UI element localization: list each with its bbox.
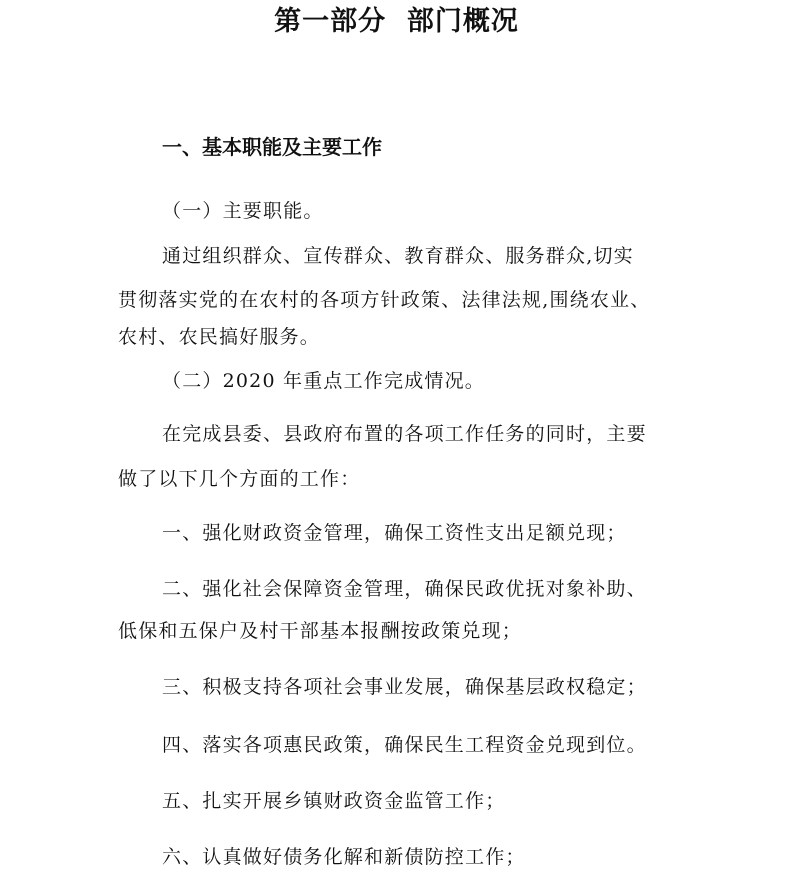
subheading-work-completion: （二）2020 年重点工作完成情况。 — [162, 370, 485, 392]
list-item: 二、强化社会保障资金管理，确保民政优抚对象补助、 — [162, 578, 647, 600]
subheading-main-functions: （一）主要职能。 — [162, 200, 324, 222]
list-item: 四、落实各项惠民政策，确保民生工程资金兑现到位。 — [162, 734, 647, 756]
list-item: 三、积极支持各项社会事业发展，确保基层政权稳定； — [162, 676, 647, 698]
list-item: 一、强化财政资金管理，确保工资性支出足额兑现； — [162, 522, 627, 544]
list-item: 六、认真做好债务化解和新债防控工作； — [162, 846, 526, 868]
paragraph-line: 通过组织群众、宣传群众、教育群众、服务群众,切实 — [162, 245, 634, 267]
paragraph-line: 在完成县委、县政府布置的各项工作任务的同时，主要 — [162, 423, 647, 445]
paragraph-line: 贯彻落实党的在农村的各项方针政策、法律法规,围绕农业、 — [118, 289, 651, 311]
page-title: 第一部分 部门概况 — [274, 6, 519, 37]
list-item-continuation: 低保和五保户及村干部基本报酬按政策兑现； — [118, 620, 523, 642]
paragraph-line: 农村、农民搞好服务。 — [118, 326, 321, 348]
paragraph-line: 做了以下几个方面的工作： — [118, 468, 361, 490]
list-item: 五、扎实开展乡镇财政资金监管工作； — [162, 790, 506, 812]
section-heading: 一、基本职能及主要工作 — [162, 135, 382, 159]
